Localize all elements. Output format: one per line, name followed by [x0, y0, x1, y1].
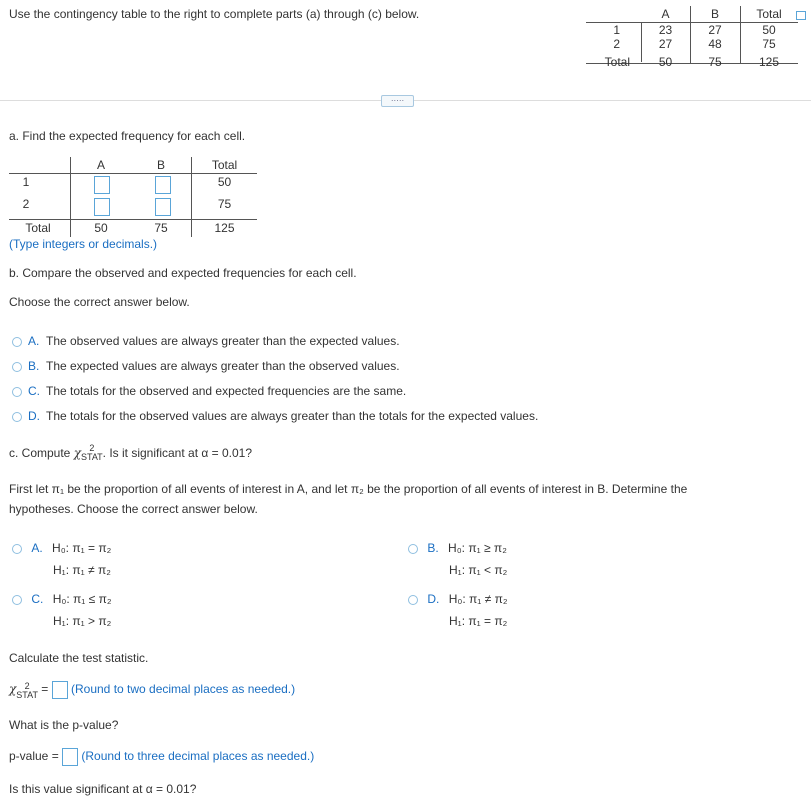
observed-cell: 50 — [658, 55, 673, 69]
observed-cell: 125 — [758, 55, 780, 69]
expected-header-b: B — [156, 158, 165, 172]
expected-input-2b[interactable] — [155, 198, 171, 216]
calc-prompt: Calculate the test statistic. — [9, 651, 149, 665]
observed-header-a: A — [661, 7, 670, 21]
expected-total-label: Total — [25, 221, 51, 235]
observed-cell: 50 — [762, 23, 776, 37]
radio-icon[interactable] — [12, 412, 22, 422]
observed-cell: 23 — [658, 23, 673, 37]
observed-cell: 27 — [708, 23, 722, 37]
radio-icon[interactable] — [408, 595, 418, 605]
part-b-question: b. Compare the observed and expected frequencies for each cell. — [9, 266, 357, 280]
hyp-option-b-h1: H₁: π₁ < π₂ — [449, 563, 508, 577]
hypothesis-intro-line2: hypotheses. Choose the correct answer below. — [9, 502, 258, 516]
hyp-option-a[interactable]: A. H₀: π₁ = π₂ — [12, 540, 111, 556]
expand-button[interactable]: ····· — [381, 95, 414, 107]
expected-input-1b[interactable] — [155, 176, 171, 194]
expected-row-label: 2 — [22, 197, 30, 211]
expected-table — [9, 157, 257, 239]
hyp-option-d-h1: H₁: π₁ = π₂ — [449, 614, 508, 628]
part-b-option-c[interactable]: C. The totals for the observed and expected frequencies are the same. — [12, 383, 406, 399]
significance-question: Is this value significant at α = 0.01? — [9, 782, 197, 796]
hyp-option-d[interactable]: D. H₀: π₁ ≠ π₂ — [408, 591, 508, 607]
observed-table — [586, 6, 798, 72]
radio-icon[interactable] — [12, 544, 22, 554]
expected-input-1a[interactable] — [94, 176, 110, 194]
expected-table-bottom-rule — [9, 219, 257, 220]
pvalue-input[interactable] — [62, 748, 78, 766]
expected-header-a: A — [96, 158, 105, 172]
part-a-hint: (Type integers or decimals.) — [9, 237, 158, 251]
observed-row-label: 1 — [613, 23, 620, 37]
expected-row-label: 1 — [22, 175, 30, 189]
popout-icon[interactable] — [796, 11, 806, 20]
hyp-option-b[interactable]: B. H₀: π₁ ≥ π₂ — [408, 540, 507, 556]
chi-stat-input[interactable] — [52, 681, 68, 699]
observed-cell: 75 — [762, 37, 776, 51]
expected-total-a: 50 — [94, 221, 108, 235]
observed-row-label: Total — [604, 55, 630, 69]
radio-icon[interactable] — [12, 362, 22, 372]
radio-icon[interactable] — [12, 595, 22, 605]
expected-total-b: 75 — [154, 221, 168, 235]
hypothesis-intro-line1: First let π₁ be the proportion of all events of interest in A, and let π₂ be the proportion of all events of interest in B. Determine the — [9, 482, 688, 496]
hyp-option-c-h1: H₁: π₁ > π₂ — [53, 614, 112, 628]
observed-cell: 27 — [658, 37, 673, 51]
expected-input-2a[interactable] — [94, 198, 110, 216]
part-b-option-b[interactable]: B. The expected values are always greater than the observed values. — [12, 358, 400, 374]
radio-icon[interactable] — [12, 337, 22, 347]
expected-table-top-rule — [9, 173, 257, 174]
part-b-option-a[interactable]: A. The observed values are always greater than the expected values. — [12, 333, 400, 349]
chi-symbol: χ — [9, 682, 17, 697]
expected-row-total: 75 — [217, 197, 232, 211]
observed-cell: 48 — [708, 37, 722, 51]
intro-text: Use the contingency table to the right to complete parts (a) through (c) below. — [9, 7, 420, 21]
observed-header-total: Total — [756, 7, 782, 21]
observed-cell: 75 — [708, 55, 722, 69]
part-c-question: c. Compute χ 2 STAT . Is it significant at α = 0.01? — [9, 443, 253, 462]
observed-row-label: 2 — [613, 37, 620, 51]
radio-icon[interactable] — [408, 544, 418, 554]
part-b-option-d[interactable]: D. The totals for the observed values are always greater than the totals for the expected values. — [12, 408, 538, 424]
expected-row-total: 50 — [217, 175, 232, 189]
chi-symbol: χ — [73, 446, 81, 461]
pvalue-question: What is the p-value? — [9, 718, 119, 732]
stat-line: χ 2 STAT = (Round to two decimal places as needed.) — [9, 681, 296, 700]
observed-header-b: B — [710, 7, 719, 21]
expected-total-total: 125 — [214, 221, 235, 235]
radio-icon[interactable] — [12, 387, 22, 397]
pvalue-line: p-value = (Round to three decimal places as needed.) — [9, 748, 314, 766]
hyp-option-a-h1: H₁: π₁ ≠ π₂ — [53, 563, 111, 577]
expected-header-total: Total — [211, 158, 238, 172]
part-a-question: a. Find the expected frequency for each cell. — [9, 129, 246, 143]
part-b-prompt: Choose the correct answer below. — [9, 295, 190, 309]
hyp-option-c[interactable]: C. H₀: π₁ ≤ π₂ — [12, 591, 112, 607]
